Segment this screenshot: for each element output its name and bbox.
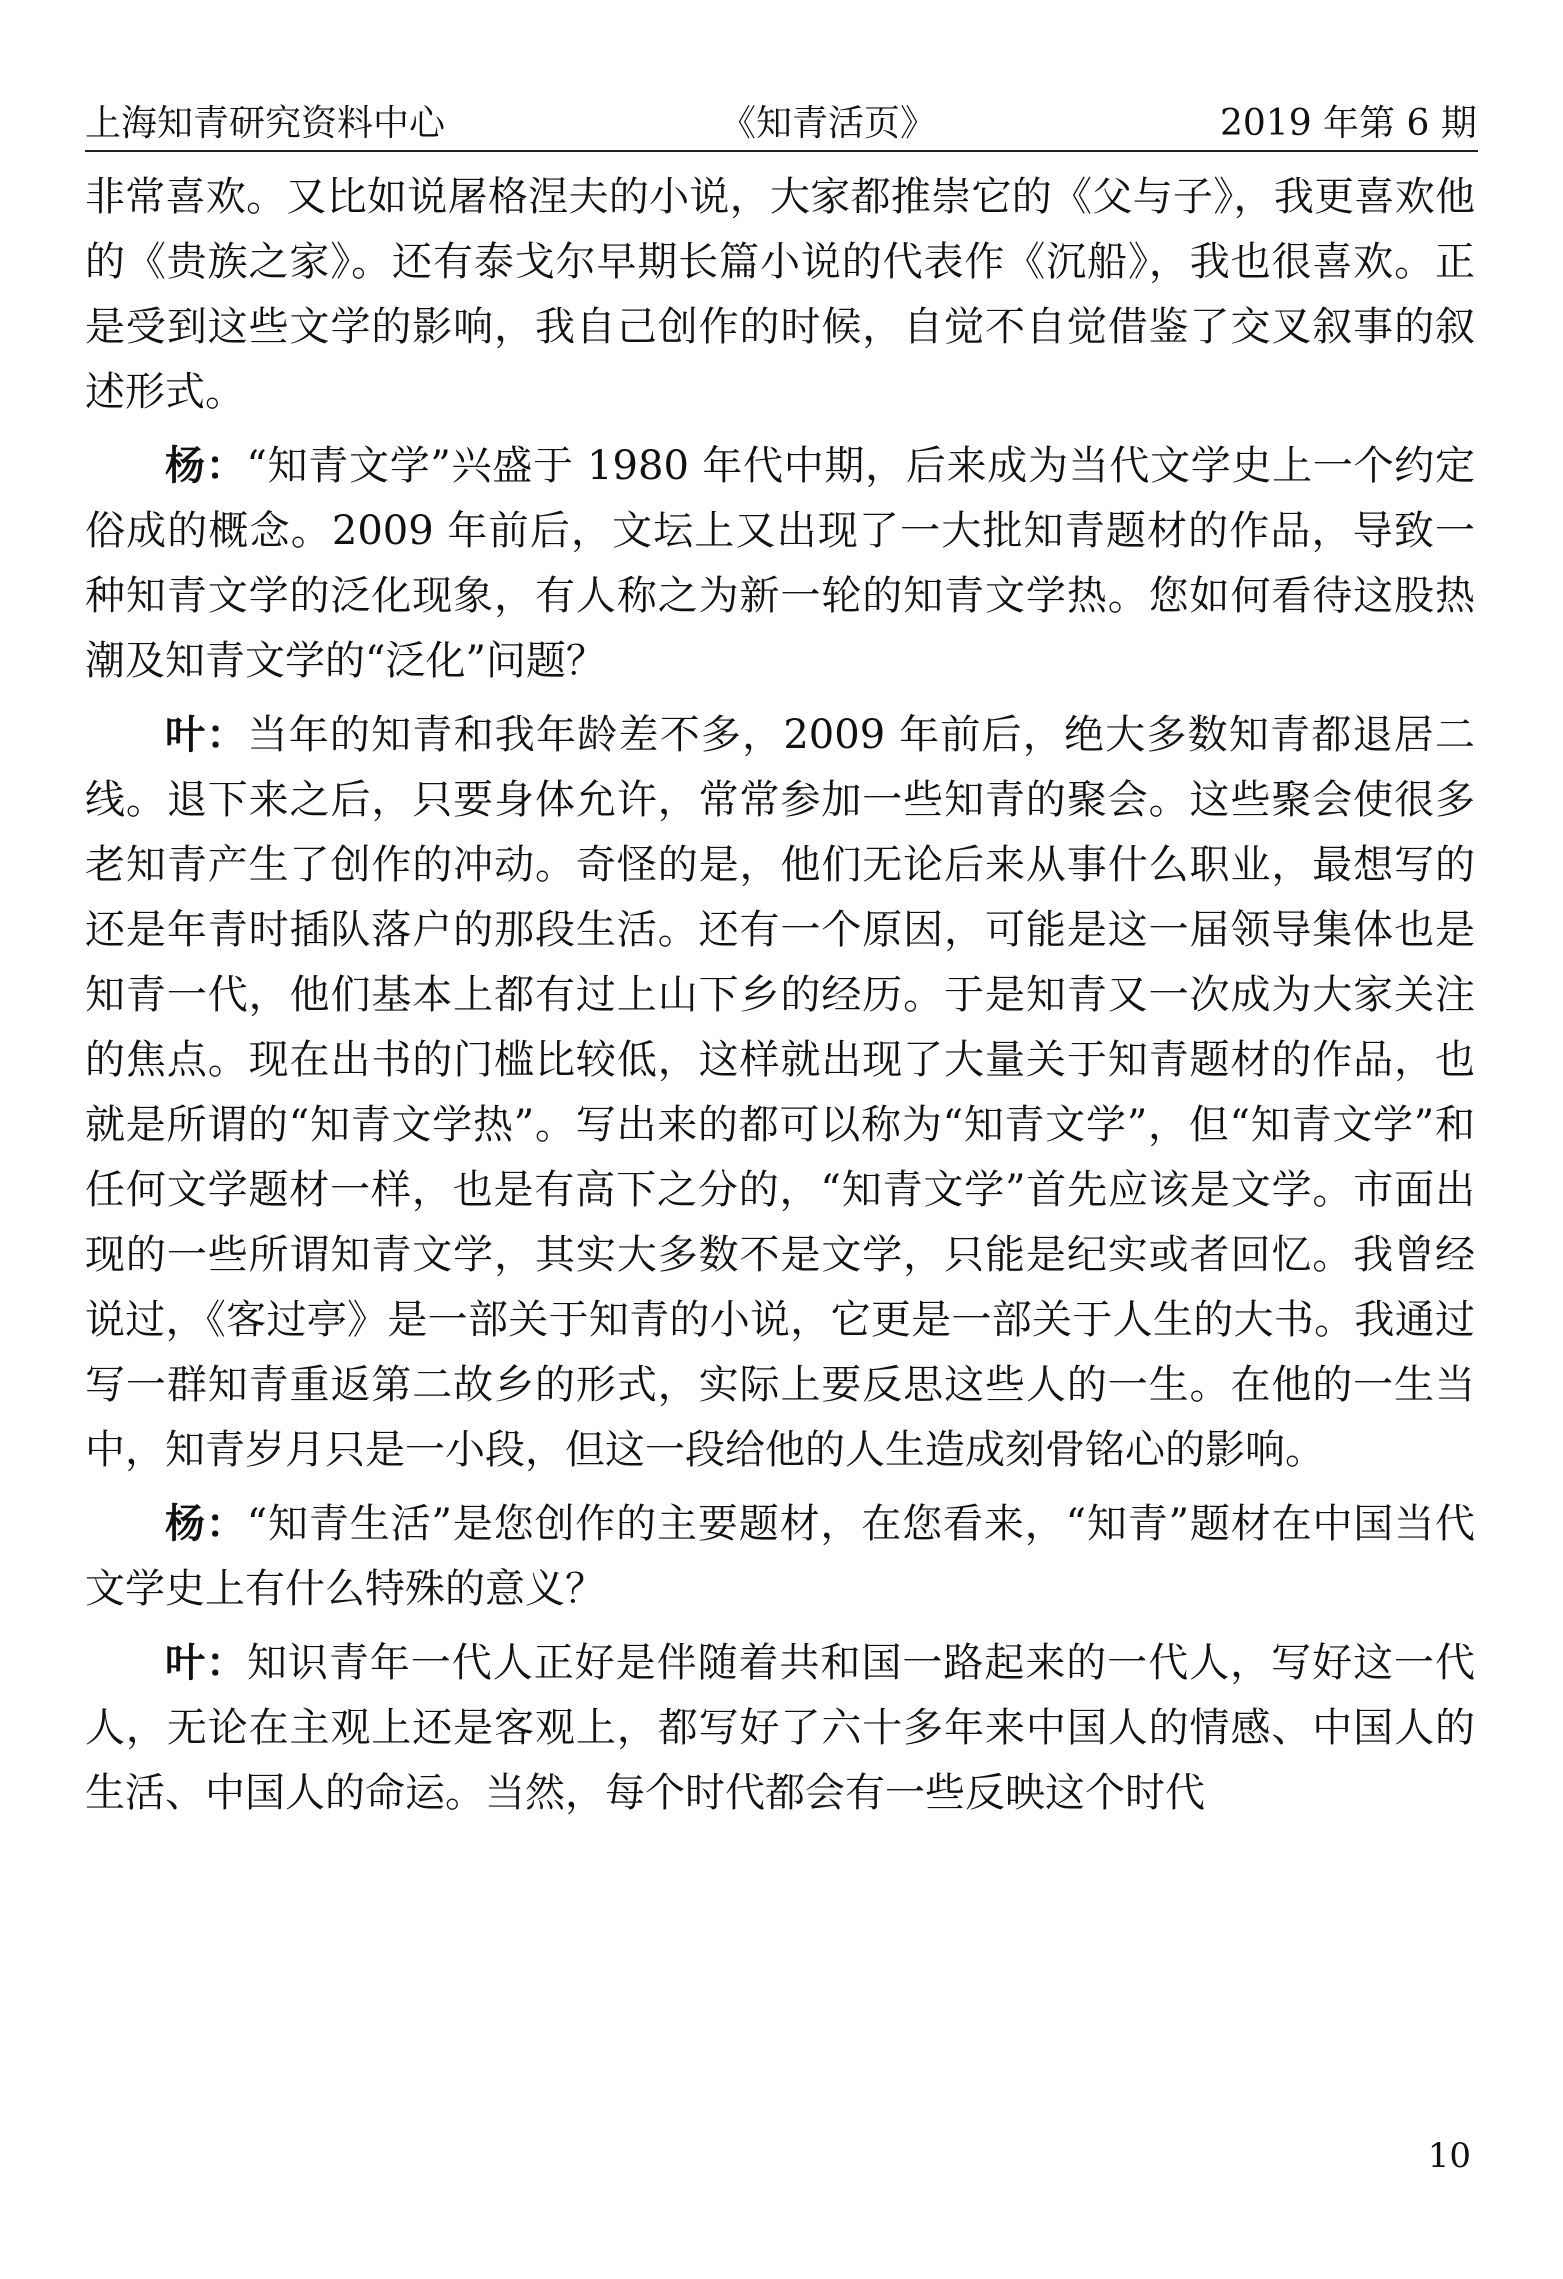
paragraph-text: “知青生活”是您创作的主要题材，在您看来，“知青”题材在中国当代文学史上有什么特殊的意义？ bbox=[85, 1501, 1476, 1612]
speaker-label: 杨： bbox=[165, 443, 247, 489]
article-body bbox=[85, 165, 1475, 1835]
page-header bbox=[85, 98, 1478, 150]
paragraph-answer bbox=[85, 1631, 1475, 1826]
paragraph-question bbox=[85, 1492, 1475, 1622]
paragraph-answer bbox=[85, 703, 1475, 1483]
header-publisher: 上海知青研究资料中心 bbox=[85, 103, 446, 144]
paragraph-text: 当年的知青和我年龄差不多，2009 年前后，绝大多数知青都退居二线。退下来之后，只要身体允许，常常参加一些知青的聚会。这些聚会使很多老知青产生了创作的冲动。奇怪的是，他们无论后来从事什么职业，最想写的还是年青时插队落户的那段生活。还有一个原因，可能是这一届领导集体也是知青一代，他们基本上都有过上山下乡的经历。于是知青又一次成为大家关注的焦点。现在出书的门槛比较低，这样就出现了大量关于知青题材的作品，也就是所谓的“知青文学热”。写出来的都可以称为“知青文学”，但“知青文学”和任何文学题材一样，也是有高下之分的，“知青文学”首先应该是文学。市面出现的一些所谓知青文学，其实大多数不是文学，只能是纪实或者回忆。我曾经说过，《客过亭》是一部关于知青的小说，它更是一部关于人生的大书。我通过写一群知青重返第二故乡的形式，实际上要反思这些人的一生。在他的一生当中，知青岁月只是一小段，但这一段给他的人生造成刻骨铭心的影响。 bbox=[85, 712, 1476, 1473]
paragraph-text: 知识青年一代人正好是伴随着共和国一路起来的一代人，写好这一代人，无论在主观上还是客观上，都写好了六十多年来中国人的情感、中国人的生活、中国人的命运。当然，每个时代都会有一些反映这个时代 bbox=[85, 1640, 1476, 1816]
paragraph-text: 非常喜欢。又比如说屠格涅夫的小说，大家都推崇它的《父与子》，我更喜欢他的《贵族之家》。还有泰戈尔早期长篇小说的代表作《沉船》，我也很喜欢。正是受到这些文学的影响，我自己创作的时候，自觉不自觉借鉴了交叉叙事的叙述形式。 bbox=[85, 174, 1475, 415]
speaker-label: 叶： bbox=[165, 1640, 247, 1686]
speaker-label: 杨： bbox=[165, 1501, 247, 1547]
header-issue: 2019 年第 6 期 bbox=[1220, 103, 1477, 144]
header-journal-title: 《知青活页》 bbox=[720, 103, 937, 144]
paragraph-text: “知青文学”兴盛于 1980 年代中期，后来成为当代文学史上一个约定俗成的概念。2009 年前后，文坛上又出现了一大批知青题材的作品，导致一种知青文学的泛化现象，有人称之为新一轮的知青文学热。您如何看待这股热潮及知青文学的“泛化”问题？ bbox=[85, 443, 1476, 684]
speaker-label: 叶： bbox=[165, 712, 248, 758]
page-number: 10 bbox=[1427, 2136, 1471, 2176]
paragraph-question bbox=[85, 434, 1475, 694]
header-rule bbox=[85, 150, 1478, 152]
paragraph-continued bbox=[85, 165, 1475, 425]
